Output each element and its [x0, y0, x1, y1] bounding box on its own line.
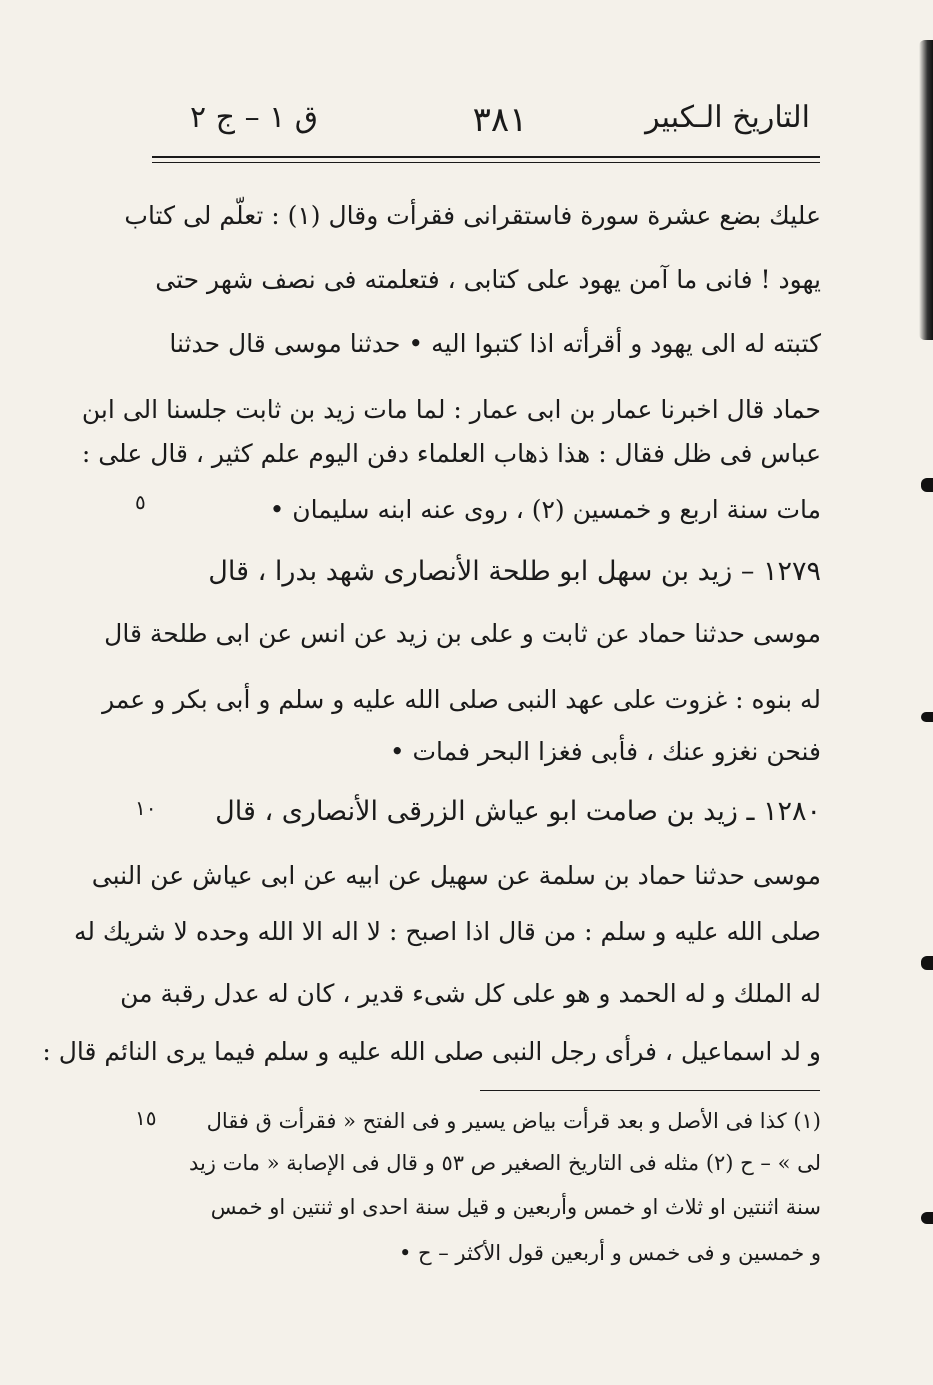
body-line: له بنوه : غزوت على عهد النبى صلى الله عليه و سلم و أبى بكر و عمر: [102, 685, 821, 714]
entry-heading-1279: ١٢٧٩ – زيد بن سهل ابو طلحة الأنصارى شهد بدرا ، قال: [208, 556, 821, 587]
body-line: له الملك و له الحمد و هو على كل شىء قدير ، كان له عدل رقبة من: [120, 979, 821, 1008]
scan-edge-shadow: [919, 40, 933, 340]
body-line: و لد اسماعيل ، فرأى رجل النبى صلى الله عليه و سلم فيما يرى النائم قال :: [42, 1037, 821, 1066]
footnote-line: سنة اثنتين او ثلاث او خمس وأربعين و قيل سنة احدى او ثنتين او خمس: [210, 1195, 821, 1219]
footnote-line: لى » – ح (٢) مثله فى التاريخ الصغير ص ٥٣ و قال فى الإصابة « مات زيد: [188, 1151, 821, 1175]
margin-line-number: ٥: [135, 490, 146, 514]
body-line: فنحن نغزو عنك ، فأبى فغزا البحر فمات •: [389, 737, 821, 766]
margin-line-number: ١٠: [135, 796, 157, 820]
body-line: حماد قال اخبرنا عمار بن ابى عمار : لما مات زيد بن ثابت جلسنا الى ابن: [81, 395, 821, 424]
body-line: كتبته له الى يهود و أقرأته اذا كتبوا اليه • حدثنا موسى قال حدثنا: [169, 329, 821, 358]
book-title: التاريخ الـكبير: [645, 100, 810, 135]
scan-edge-mark: [921, 956, 933, 970]
margin-line-number: ١٥: [135, 1106, 157, 1130]
page-number: ٣٨١: [472, 100, 528, 140]
body-line: موسى حدثنا حماد بن سلمة عن سهيل عن ابيه عن ابى عياش عن النبى: [91, 861, 821, 890]
body-line: مات سنة اربع و خمسين (٢) ، روى عنه ابنه سليمان •: [269, 495, 821, 524]
footnote-line: (١) كذا فى الأصل و بعد قرأت بياض يسير و فى الفتح « فقرأت ق فقال: [206, 1109, 821, 1133]
scan-edge-mark: [921, 1212, 933, 1224]
footnote-rule: [480, 1090, 820, 1091]
scan-edge-mark: [921, 478, 933, 492]
header-rule: [152, 156, 820, 158]
entry-heading-1280: ١٢٨٠ ـ زيد بن صامت ابو عياش الزرقى الأنصارى ، قال: [215, 796, 821, 827]
body-line: يهود ! فانى ما آمن يهود على كتابى ، فتعلمته فى نصف شهر حتى: [155, 265, 821, 294]
scan-edge-mark: [921, 712, 933, 722]
body-line: موسى حدثنا حماد عن ثابت و على بن زيد عن انس عن ابى طلحة قال: [104, 619, 821, 648]
footnote-line: و خمسين و فى خمس و أربعين قول الأكثر – ح •: [398, 1241, 821, 1265]
body-line: صلى الله عليه و سلم : من قال اذا اصبح : لا اله الا الله وحده لا شريك له: [73, 917, 821, 946]
body-line: عليك بضع عشرة سورة فاستقرانى فقرأت وقال (١) : تعلّم لى كتاب: [124, 201, 821, 230]
running-header: [190, 100, 810, 150]
body-line: عباس فى ظل فقال : هذا ذهاب العلماء دفن اليوم علم كثير ، قال على :: [81, 439, 821, 468]
header-rule-double: [152, 162, 820, 163]
volume-label: ق ١ – ج ٢: [190, 100, 319, 135]
